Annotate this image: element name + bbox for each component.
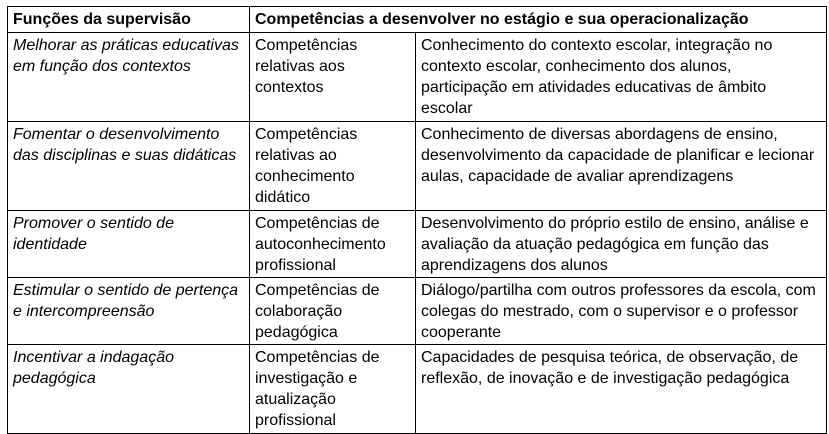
- table-row: [8, 211, 827, 278]
- competence-cell: Competências relativas ao conhecimento didático: [250, 122, 416, 211]
- operationalization-cell: Diálogo/partilha com outros professores da escola, com colegas do mestrado, com o supervisor e o professor cooperante: [416, 278, 827, 345]
- competence-cell: Competências de autoconhecimento profissional: [250, 211, 416, 278]
- table-row: [8, 122, 827, 211]
- function-cell: Estimular o sentido de pertença e intercompreensão: [8, 278, 250, 345]
- header-competences: Competências a desenvolver no estágio e sua operacionalização: [250, 7, 827, 33]
- competence-cell: Competências de colaboração pedagógica: [250, 278, 416, 345]
- function-cell: Melhorar as práticas educativas em função dos contextos: [8, 33, 250, 122]
- function-cell: Fomentar o desenvolvimento das disciplinas e suas didáticas: [8, 122, 250, 211]
- table-row: [8, 278, 827, 345]
- competence-cell: Competências de investigação e atualização profissional: [250, 345, 416, 434]
- operationalization-cell: Conhecimento de diversas abordagens de ensino, desenvolvimento da capacidade de planificar e lecionar aulas, capacidade de avaliar aprendizagens: [416, 122, 827, 211]
- operationalization-cell: Capacidades de pesquisa teórica, de observação, de reflexão, de inovação e de investigação pedagógica: [416, 345, 827, 434]
- supervision-table: [7, 6, 827, 434]
- table-row: [8, 33, 827, 122]
- competence-cell: Competências relativas aos contextos: [250, 33, 416, 122]
- function-cell: Incentivar a indagação pedagógica: [8, 345, 250, 434]
- function-cell: Promover o sentido de identidade: [8, 211, 250, 278]
- header-functions: Funções da supervisão: [8, 7, 250, 33]
- table-row: [8, 345, 827, 434]
- operationalization-cell: Conhecimento do contexto escolar, integração no contexto escolar, conhecimento dos alunos, participação em atividades educativas de âmbito escolar: [416, 33, 827, 122]
- header-row: [8, 7, 827, 33]
- operationalization-cell: Desenvolvimento do próprio estilo de ensino, análise e avaliação da atuação pedagógica em função das aprendizagens dos alunos: [416, 211, 827, 278]
